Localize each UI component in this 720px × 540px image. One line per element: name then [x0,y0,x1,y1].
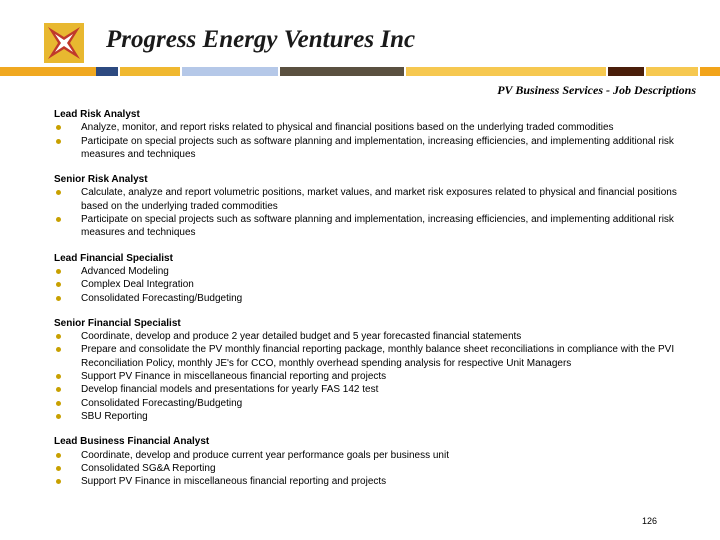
bullet-icon [56,347,61,352]
list-item [54,343,684,370]
bar-segment [608,67,644,76]
duty-text: Analyze, monitor, and report risks related to physical and financial positions based on the underlying traded commodities [81,122,614,134]
job-section [54,317,684,423]
duty-list [54,121,684,161]
job-title: Lead Risk Analyst [54,109,140,120]
bullet-icon [56,217,61,222]
list-item [54,383,684,396]
bullet-icon [56,296,61,301]
duty-text: Prepare and consolidate the PV monthly financial reporting package, monthly balance sheet reconciliations in compliance with the PVI Reconciliation Policy, monthly JE's for CCO, monthly overhead spending analysis for respective Unit Managers [81,344,675,369]
list-item [54,292,684,305]
duty-list [54,330,684,423]
list-item [54,330,684,343]
duty-list [54,449,684,489]
bullet-icon [56,125,61,130]
page-subtitle: PV Business Services - Job Descriptions [497,83,696,97]
bar-segment [700,67,720,76]
duty-list [54,186,684,239]
duty-list [54,265,684,305]
duty-text: Coordinate, develop and produce current year performance goals per business unit [81,449,449,461]
bar-segment [646,67,698,76]
duty-text: Support PV Finance in miscellaneous financial reporting and projects [81,476,387,488]
duty-text: SBU Reporting [81,410,148,422]
job-title: Lead Business Financial Analyst [54,436,210,448]
list-item [54,475,684,488]
bullet-icon [56,139,61,144]
duty-text: Consolidated Forecasting/Budgeting [81,397,243,409]
color-bar [0,67,720,76]
duty-text: Calculate, analyze and report volumetric positions, market values, and market risk exposures related to physical and financial positions based on the underlying traded commodities [81,187,677,212]
page-number: 126 [642,516,658,526]
list-item [54,397,684,410]
duty-text: Advanced Modeling [81,265,169,277]
list-item [54,213,684,240]
list-item [54,135,684,162]
bullet-icon [56,282,61,287]
job-section [54,108,684,161]
duty-text: Consolidated Forecasting/Budgeting [81,292,243,304]
duty-text: Coordinate, develop and produce 2 year detailed budget and 5 year forecasted financial statements [81,331,522,343]
job-descriptions [54,108,684,500]
bullet-icon [56,387,61,392]
duty-text: Complex Deal Integration [81,279,194,291]
duty-text: Support PV Finance in miscellaneous financial reporting and projects [81,371,387,383]
job-section [54,173,684,239]
job-title: Lead Financial Specialist [54,252,173,264]
duty-text: Participate on special projects such as software planning and implementation, increasing efficiencies, and implementing additional risk measures and techniques [81,135,674,160]
list-item [54,265,684,278]
duty-text: Consolidated SG&A Reporting [81,462,216,474]
company-logo [44,23,84,63]
job-section [54,252,684,305]
bar-segment [120,67,180,76]
list-item [54,449,684,462]
bullet-icon [56,190,61,195]
list-item [54,462,684,475]
duty-text: Participate on special projects such as software planning and implementation, increasing efficiencies, and implementing additional risk measures and techniques [81,214,674,239]
bullet-icon [56,466,61,471]
bullet-icon [56,453,61,458]
bullet-icon [56,374,61,379]
bar-segment [96,67,118,76]
bullet-icon [56,334,61,339]
list-item [54,186,684,213]
job-title: Senior Financial Specialist [54,317,181,329]
bullet-icon [56,479,61,484]
bar-segment [280,67,404,76]
bullet-icon [56,401,61,406]
list-item [54,410,684,423]
bullet-icon [56,269,61,274]
list-item [54,370,684,383]
list-item [54,278,684,291]
list-item [54,121,684,134]
page-title: Progress Energy Ventures Inc [106,26,416,53]
duty-text: Develop financial models and presentations for yearly FAS 142 test [81,384,379,396]
job-section [54,435,684,488]
bar-segment [182,67,278,76]
bar-segment [406,67,606,76]
job-title: Senior Risk Analyst [54,174,148,186]
bar-segment [0,67,96,76]
bullet-icon [56,414,61,419]
